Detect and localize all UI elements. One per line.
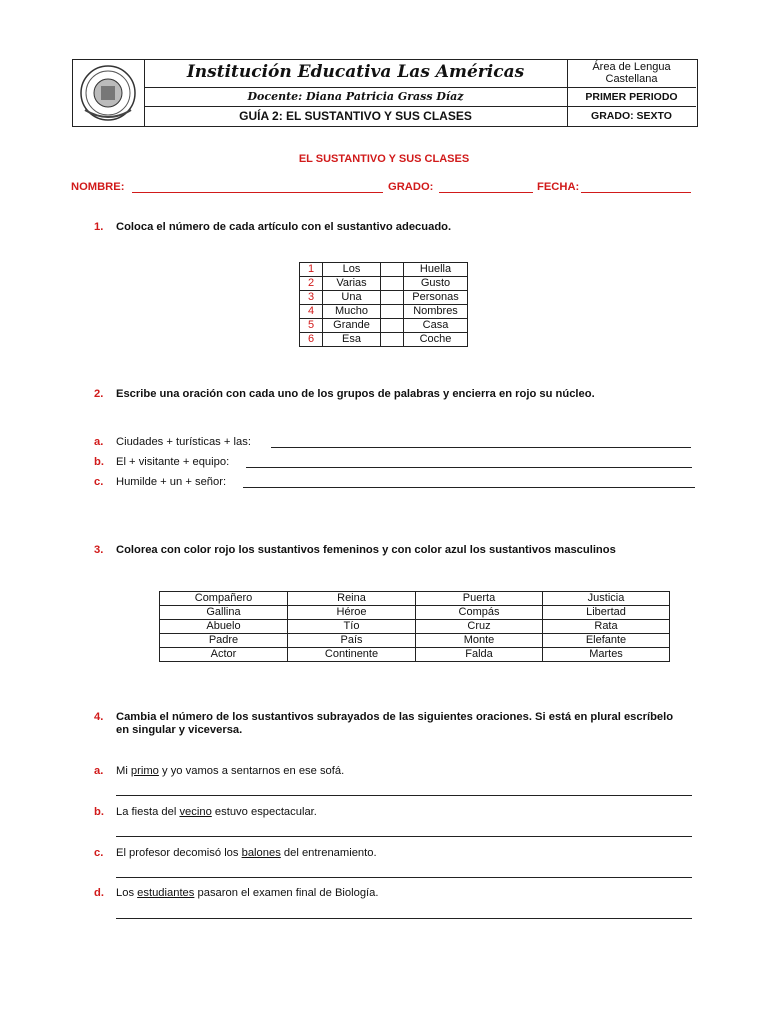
answer-line[interactable] [271,447,691,448]
q3-text: Colorea con color rojo los sustantivos femeninos y con color azul los sustantivos masculinos [116,544,616,556]
noun-cell[interactable]: Héroe [288,606,416,620]
noun-cell: Personas [404,291,468,305]
answer-line[interactable] [116,795,692,796]
area-label: Área de Lengua Castellana [592,61,671,85]
answer-cell[interactable] [381,291,404,305]
articles-table [299,262,468,347]
table-row [160,634,670,648]
noun-cell[interactable]: Justicia [543,592,670,606]
q2-text: Escribe una oración con cada uno de los grupos de palabras y encierra en rojo su núcleo. [116,388,595,400]
answer-cell[interactable] [381,333,404,347]
table-row [300,333,468,347]
teacher-name: Docente: Diana Patricia Grass Díaz [247,90,464,103]
noun-cell[interactable]: Rata [543,620,670,634]
answer-line[interactable] [116,918,692,919]
noun-cell[interactable]: Cruz [416,620,543,634]
answer-line[interactable] [243,487,695,488]
table-row [300,263,468,277]
q4-sentence-c: El profesor decomisó los balones del entrenamiento. [116,847,377,859]
row-number: 2 [300,277,323,291]
q2-item-c: Humilde + un + señor: [116,476,227,488]
noun-cell[interactable]: Tío [288,620,416,634]
table-row [300,291,468,305]
table-row [300,277,468,291]
noun-cell[interactable]: Reina [288,592,416,606]
grado-label: GRADO: [388,181,434,193]
q2-letter-a: a. [94,436,104,448]
table-row [300,319,468,333]
q2-item-a: Ciudades + turísticas + las: [116,436,251,448]
q2-letter-c: c. [94,476,104,488]
q4-text-line1: Cambia el número de los sustantivos subrayados de las siguientes oraciones. Si está en plural escríbelo [116,711,674,723]
underlined-noun: estudiantes [137,887,195,899]
nombre-label: NOMBRE: [71,181,125,193]
noun-cell: Nombres [404,305,468,319]
school-seal [73,60,145,126]
answer-cell[interactable] [381,305,404,319]
q4-letter-d: d. [94,887,104,899]
noun-cell[interactable]: Martes [543,648,670,662]
answer-cell[interactable] [381,319,404,333]
noun-cell[interactable]: Compañero [160,592,288,606]
noun-cell[interactable]: Monte [416,634,543,648]
noun-cell[interactable]: Elefante [543,634,670,648]
row-number: 1 [300,263,323,277]
q4-sentence-b: La fiesta del vecino estuvo espectacular. [116,806,317,818]
article-cell: Una [323,291,381,305]
noun-cell[interactable]: Abuelo [160,620,288,634]
page-title: EL SUSTANTIVO Y SUS CLASES [298,153,470,165]
noun-cell[interactable]: Falda [416,648,543,662]
q2-number: 2. [94,388,104,400]
article-cell: Varias [323,277,381,291]
q4-letter-a: a. [94,765,104,777]
article-cell: Grande [323,319,381,333]
q2-item-b: El + visitante + equipo: [116,456,230,468]
answer-cell[interactable] [381,277,404,291]
answer-cell[interactable] [381,263,404,277]
noun-cell[interactable]: Continente [288,648,416,662]
table-row [160,592,670,606]
q4-letter-c: c. [94,847,104,859]
q4-letter-b: b. [94,806,104,818]
noun-cell[interactable]: Puerta [416,592,543,606]
answer-line[interactable] [116,836,692,837]
period-label: PRIMER PERIODO [585,91,678,103]
article-cell: Los [323,263,381,277]
q2-letter-b: b. [94,456,104,468]
grade-label: GRADO: SEXTO [591,110,672,122]
row-number: 6 [300,333,323,347]
article-cell: Mucho [323,305,381,319]
guide-title: GUÍA 2: EL SUSTANTIVO Y SUS CLASES [239,109,472,123]
nombre-line[interactable] [132,192,383,193]
underlined-noun: balones [241,847,281,859]
noun-cell: Gusto [404,277,468,291]
article-cell: Esa [323,333,381,347]
q4-number: 4. [94,711,104,723]
q4-text-line2: en singular y viceversa. [116,724,243,736]
row-number: 4 [300,305,323,319]
answer-line[interactable] [116,877,692,878]
grado-line[interactable] [439,192,533,193]
noun-cell[interactable]: Padre [160,634,288,648]
row-number: 5 [300,319,323,333]
noun-cell[interactable]: Gallina [160,606,288,620]
underlined-noun: primo [130,765,159,777]
underlined-noun: vecino [179,806,212,818]
answer-line[interactable] [246,467,692,468]
noun-cell: Casa [404,319,468,333]
seal-icon [73,60,144,126]
institution-name: Institución Educativa Las Américas [186,62,525,82]
q4-sentence-d: Los estudiantes pasaron el examen final de Biología. [116,887,379,899]
table-row [160,620,670,634]
noun-cell: Huella [404,263,468,277]
row-number: 3 [300,291,323,305]
table-row [160,606,670,620]
fecha-line[interactable] [581,192,691,193]
header-table [72,59,698,127]
fecha-label: FECHA: [537,181,580,193]
q4-sentence-a: Mi primo y yo vamos a sentarnos en ese sofá. [116,765,345,777]
gender-table [159,591,670,662]
table-row [300,305,468,319]
noun-cell[interactable]: Libertad [543,606,670,620]
q3-number: 3. [94,544,104,556]
q1-text: Coloca el número de cada artículo con el sustantivo adecuado. [116,221,452,233]
noun-cell[interactable]: Actor [160,648,288,662]
table-row [160,648,670,662]
noun-cell: Coche [404,333,468,347]
q1-number: 1. [94,221,104,233]
noun-cell[interactable]: Compás [416,606,543,620]
noun-cell[interactable]: País [288,634,416,648]
